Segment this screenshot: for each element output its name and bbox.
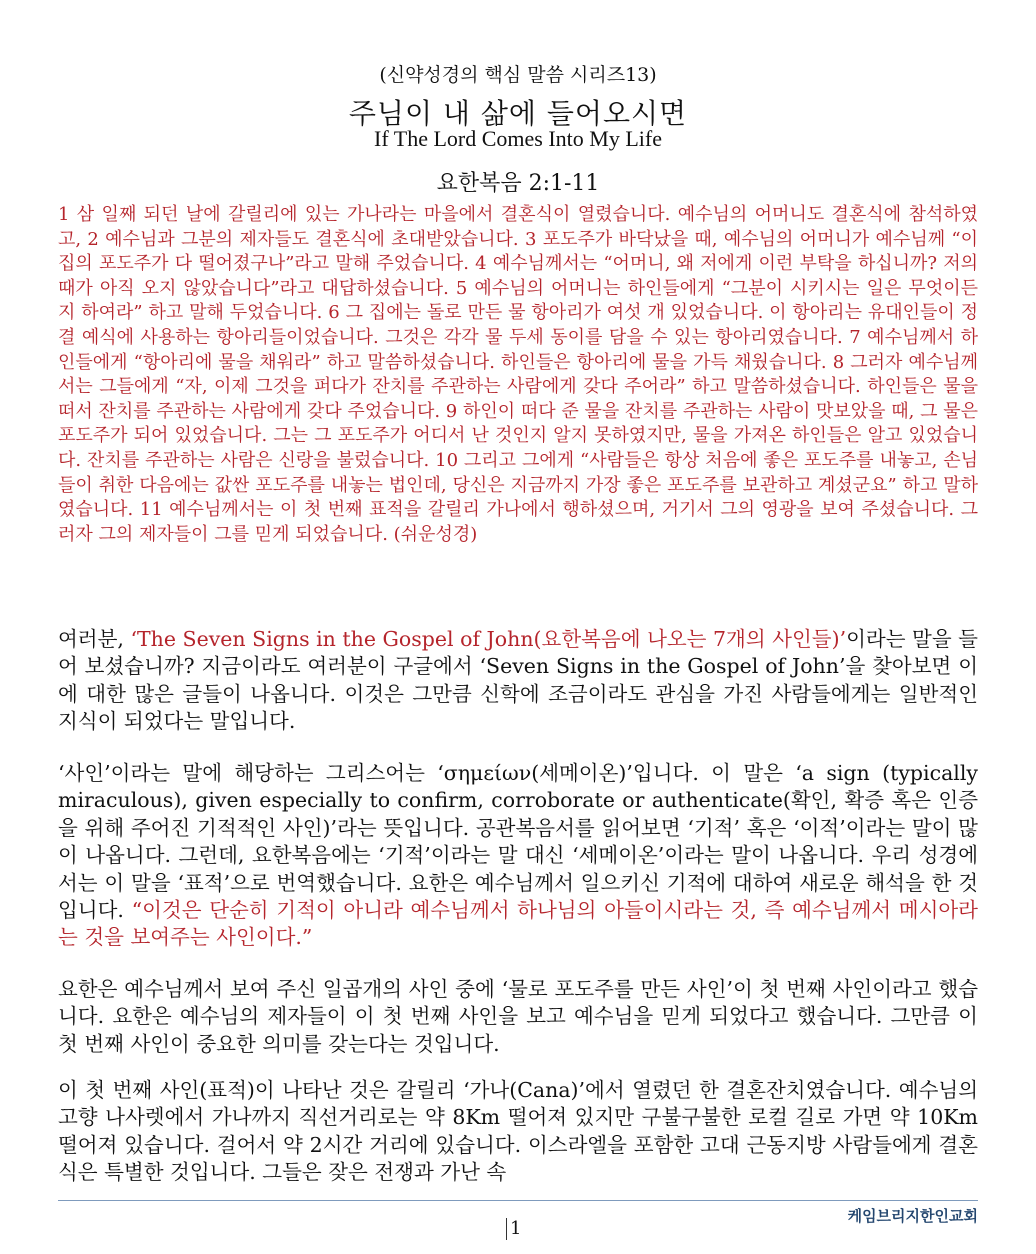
paragraph-3: 요한은 예수님께서 보여 주신 일곱개의 사인 중에 ‘물로 포도주를 만든 사인’이 첫 번째 사인이라고 했습니다. 요한은 예수님의 제자들이 이 첫 번째 사인을 보고 예수님을 믿게 되었다고 했습니다. 그만큼 이 첫 번째 사인이 중요한 의미를 갖는다는 것입니다.: [58, 977, 978, 1056]
paragraph-2: [58, 760, 978, 952]
sermon-title-english: If The Lord Comes Into My Life: [374, 126, 662, 151]
paragraph-2-highlight: “이것은 단순히 기적이 아니라 예수님께서 하나님의 아들이시라는 것, 즉 예수님께서 메시아라는 것을 보여주는 사인이다.”: [58, 898, 978, 950]
scripture-passage: 1 삼 일째 되던 날에 갈릴리에 있는 가나라는 마을에서 결혼식이 열렸습니다. 예수님의 어머니도 결혼식에 참석하였고, 2 예수님과 그분의 제자들도 결혼식에 초대받았습니다. 3 포도주가 바닥났을 때, 예수님의 어머니가 예수님께 “이 집의 포도주가 다 떨어졌구나”라고 말해 주었습니다. 4 예수님께서는 “어머니, 왜 저에게 이런 부탁을 하십니까? 저의 때가 아직 오지 않았습니다”라고 대답하셨습니다. 5 예수님의 어머니는 하인들에게 “그분이 시키시는 일은 무엇이든지 하여라” 하고 말해 두었습니다. 6 그 집에는 돌로 만든 물 항아리가 여섯 개 있었습니다. 이 항아리는 유대인들이 정결 예식에 사용하는 항아리들이었습니다. 그것은 각각 물 두세 동이를 담을 수 있는 항아리였습니다. 7 예수님께서 하인들에게 “항아리에 물을 채워라” 하고 말씀하셨습니다. 하인들은 항아리에 물을 가득 채웠습니다. 8 그러자 예수님께서는 그들에게 “자, 이제 그것을 퍼다가 잔치를 주관하는 사람에게 갖다 주어라” 하고 말씀하셨습니다. 하인들은 물을 떠서 잔치를 주관하는 사람에게 갖다 주었습니다. 9 하인이 떠다 준 물을 잔치를 주관하는 사람이 맛보았을 때, 그 물은 포도주가 되어 있었습니다. 그는 그 포도주가 어디서 난 것인지 알지 못하였지만, 물을 가져온 하인들은 알고 있었습니다. 잔치를 주관하는 사람은 신랑을 불렀습니다. 10 그리고 그에게 “사람들은 항상 처음에 좋은 포도주를 내놓고, 손님들이 취한 다음에는 값싼 포도주를 내놓는 법인데, 당신은 지금까지 가장 좋은 포도주를 보관하고 계셨군요” 하고 말하였습니다. 11 예수님께서는 이 첫 번째 표적을 갈릴리 가나에서 행하셨으며, 거기서 그의 영광을 보여 주셨습니다. 그러자 그의 제자들이 그를 믿게 되었습니다. (쉬운성경): [58, 204, 979, 545]
church-name: 케임브리지한인교회: [847, 1207, 978, 1225]
sermon-title: 주님이 내 삶에 들어오시면: [348, 97, 688, 130]
paragraph-2-text: ‘사인’이라는 말에 해당하는 그리스어는 ‘σημείων(세메이온)’입니다. 이 말은 ‘a sign (typically miraculous), given especially to confirm, corroborate or authenticate(확인, 확증 혹은 인증을 위해 주어진 기적적인 사인)’라는 뜻입니다. 공관복음서를 읽어보면 ‘기적’ 혹은 ‘이적’이라는 말이 많이 나옵니다. 그런데, 요한복음에는 ‘기적’이라는 말 대신 ‘세메이온’이라는 말이 나옵니다. 우리 성경에서는 이 말을 ‘표적’으로 번역했습니다. 요한은 예수님께서 일으키신 기적에 대하여 새로운 해석을 한 것입니다.: [58, 761, 978, 923]
paragraph-1-intro: 여러분,: [58, 627, 131, 651]
paragraph-1-rest: 이라는 말을 들어 보셨습니까? 지금이라도 여러분이 구글에서 ‘Seven Signs in the Gospel of John’을 찾아보면 이에 대한 많은 글들이 나옵니다. 이것은 그만큼 신학에 조금이라도 관심을 가진 사람들에게는 일반적인 지식이 되었다는 말입니다.: [58, 627, 978, 734]
paragraph-1: [58, 626, 978, 736]
scripture-reference: 요한복음 2:1-11: [436, 171, 600, 196]
page-number: 1: [506, 1218, 521, 1240]
paragraph-1-highlight: ‘The Seven Signs in the Gospel of John(요한복음에 나오는 7개의 사인들)’: [130, 627, 847, 651]
series-label: (신약성경의 핵심 말씀 시리즈13): [379, 64, 657, 86]
paragraph-4: 이 첫 번째 사인(표적)이 나타난 것은 갈릴리 ‘가나(Cana)’에서 열렸던 한 결혼잔치였습니다. 예수님의 고향 나사렛에서 가나까지 직선거리로는 약 8Km 떨어져 있지만 구불구불한 로컬 길로 가면 약 10Km 떨어져 있습니다. 걸어서 약 2시간 거리에 있습니다. 이스라엘을 포함한 고대 근동지방 사람들에게 결혼식은 특별한 것입니다. 그들은 잦은 전쟁과 가난 속: [58, 1078, 978, 1185]
footer-divider: [58, 1200, 978, 1201]
